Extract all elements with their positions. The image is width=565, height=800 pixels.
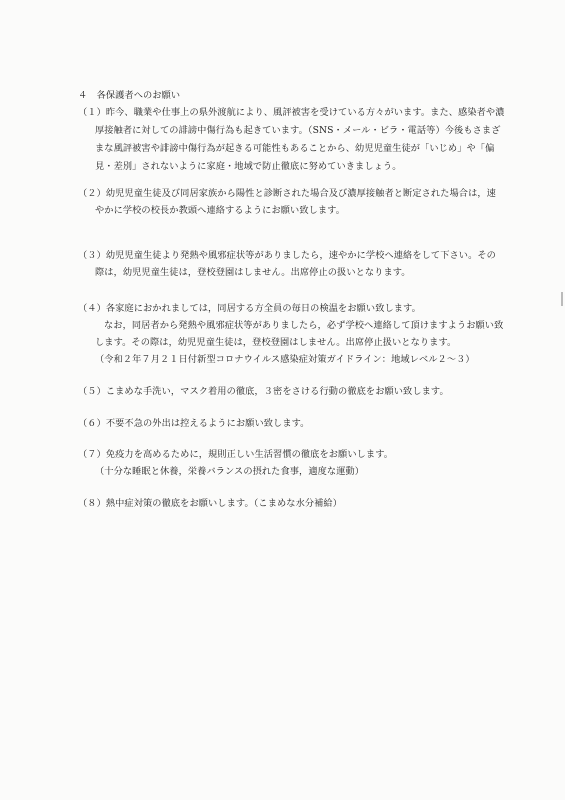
item-6-line-1: （６）不要不急の外出は控えるようにお願い致します。 [78, 418, 310, 429]
item-5-line-1: （５）こまめな手洗い，マスク着用の徹底，３密をさける行動の徹底をお願い致します。 [78, 386, 449, 397]
scan-artifact-mark [561, 292, 563, 306]
item-1-line-1: （１）昨今、職業や仕事上の県外渡航により、風評被害を受けている方々がいます。また、感染者や濃 [78, 107, 505, 118]
item-1-line-3: まな風評被害や誹謗中傷行為が起きる可能性もあることから、幼児児童生徒が「いじめ」や「偏 [95, 143, 495, 154]
item-4-line-3: します。その際は，幼児児童生徒は，登校登園はしません。出席停止扱いとなります。 [95, 337, 457, 348]
item-7-line-2: （十分な睡眠と休養，栄養バランスの摂れた食事，適度な運動） [95, 466, 365, 477]
item-1-line-4: 見・差別」されないように家庭・地域で防止徹底に努めていきましょう。 [95, 161, 402, 172]
item-3-line-2: 際は，幼児児童生徒は，登校登園はしません。出席停止の扱いとなります。 [95, 267, 411, 278]
item-2-line-2: やかに学校の校長か教頭へ連絡するようにお願い致します。 [95, 205, 346, 216]
item-4-line-2: なお，同居者から発熱や風邪症状等がありましたら，必ず学校へ連絡して頂けますようお願い致 [104, 320, 504, 331]
item-1-line-2: 厚接触者に対しての誹謗中傷行為も起きています。（SNS・メール・ビラ・電話等）今後もさまざ [95, 125, 501, 136]
item-7-line-1: （７）免疫力を高めるために，規則正しい生活習慣の徹底をお願いします。 [78, 449, 394, 460]
item-4-line-4: （令和２年７月２１日付新型コロナウイルス感染症対策ガイドライン：地域レベル２～３） [95, 354, 475, 365]
item-4-line-1: （４）各家庭におかれましては，同居する方全員の毎日の検温をお願い致します。 [78, 303, 421, 314]
item-8-line-1: （８）熱中症対策の徹底をお願いします。（こまめな水分補給） [78, 498, 342, 509]
item-3-line-1: （３）幼児児童生徒より発熱や風邪症状等がありましたら，速やかに学校へ連絡をして下さい。その [78, 250, 496, 261]
section-heading: ４ 各保護者へのお願い [78, 90, 181, 101]
item-2-line-1: （２）幼児児童生徒及び同居家族から陽性と診断された場合及び濃厚接触者と断定された場合は，速 [78, 188, 496, 199]
